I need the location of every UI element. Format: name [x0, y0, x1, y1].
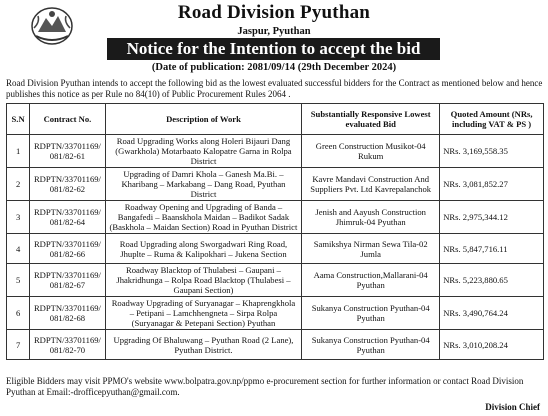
publication-date: (Date of publication: 2081/09/14 (29th December 2024) [151, 62, 397, 73]
cell-description: Roadway Blacktop of Thulabesi – Gaupani – Jhakridhunga – Rolpa Road Blacktop (Thulabesi – Gaupani Section) [105, 264, 301, 297]
table-row [7, 135, 544, 168]
cell-contract: RDPTN/33701169/ 081/82-67 [30, 264, 106, 297]
cell-bidder: Sukanya Construction Pyuthan-04 Pyuthan [302, 330, 440, 360]
table-row [7, 264, 544, 297]
office-address: Jaspur, Pyuthan [237, 26, 311, 37]
cell-description: Road Upgrading along Sworgadwari Ring Road, Jhuplte – Ruma & Kalipokhari – Jukena Section [105, 234, 301, 264]
cell-amount: NRs. 3,490,764.24 [440, 297, 544, 330]
cell-contract: RDPTN/33701169/ 081/82-64 [30, 201, 106, 234]
cell-contract: RDPTN/33701169/ 081/82-66 [30, 234, 106, 264]
cell-description: Upgrading Of Bhaluwang – Pyuthan Road (2 Lane), Pyuthan District. [105, 330, 301, 360]
table-row [7, 330, 544, 360]
bid-table [6, 103, 544, 360]
intro-paragraph: Road Division Pyuthan intends to accept the following bid as the lowest evaluated successful bidders for the Contract as mentioned below and hence publishes this notice as per Rule no 84(10) of Public Procurement Rules 2064 . [6, 78, 543, 99]
table-row [7, 168, 544, 201]
header-contract: Contract No. [30, 104, 106, 135]
cell-bidder: Aama Construction,Mallarani-04 Pyuthan [302, 264, 440, 297]
footer-note: Eligible Bidders may visit PPMO's website www.bolpatra.gov.np/ppmo e-procurement section for further information or contact Road Division Pyuthan at Email:-drofficepyuthan@gmail.com. [6, 376, 524, 397]
cell-description: Roadway Upgrading of Suryanagar – Khaprengkhola – Petipani – Lamchhengneta – Sirpa Rolpa (Suryanagar & Petepani Section) Pyuthan [105, 297, 301, 330]
cell-bidder: Kavre Mandavi Construction And Suppliers Pvt. Ltd Kavrepalanchok [302, 168, 440, 201]
cell-contract: RDPTN/33701169/ 081/82-61 [30, 135, 106, 168]
cell-description: Roadway Opening and Upgrading of Banda – Bangafedi – Baanskhola Maidan – Badikot Sadak (Baskhola – Maidan Section) Road in Pyuthan District [105, 201, 301, 234]
cell-amount: NRs. 5,847,716.11 [440, 234, 544, 264]
cell-description: Upgrading of Damri Khola – Ganesh Ma.Bi. – Kharibang – Markabang – Dang Road, Pyuthan District [105, 168, 301, 201]
signature-title: Division Chief [485, 402, 540, 412]
notice-banner: Notice for the Intention to accept the bid [107, 38, 440, 60]
cell-amount: NRs. 5,223,880.65 [440, 264, 544, 297]
office-title: Road Division Pyuthan [177, 2, 371, 23]
cell-sn: 1 [7, 135, 30, 168]
header-bidder: Substantially Responsive Lowest evaluated Bid [302, 104, 440, 135]
cell-sn: 3 [7, 201, 30, 234]
cell-bidder: Sukanya Construction Pyuthan-04 Pyuthan [302, 297, 440, 330]
header-description: Description of Work [105, 104, 301, 135]
cell-sn: 7 [7, 330, 30, 360]
cell-amount: NRs. 3,169,558.35 [440, 135, 544, 168]
cell-sn: 4 [7, 234, 30, 264]
table-row [7, 234, 544, 264]
cell-amount: NRs. 2,975,344.12 [440, 201, 544, 234]
cell-amount: NRs. 3,081,852.27 [440, 168, 544, 201]
table-row [7, 201, 544, 234]
cell-amount: NRs. 3,010,208.24 [440, 330, 544, 360]
cell-contract: RDPTN/33701169/ 081/82-62 [30, 168, 106, 201]
cell-contract: RDPTN/33701169/ 081/82-70 [30, 330, 106, 360]
cell-contract: RDPTN/33701169/ 081/82-68 [30, 297, 106, 330]
header-sn: S.N [7, 104, 30, 135]
cell-sn: 6 [7, 297, 30, 330]
table-header-row [7, 104, 544, 135]
cell-bidder: Samikshya Nirman Sewa Tila-02 Jumla [302, 234, 440, 264]
cell-bidder: Green Construction Musikot-04 Rukum [302, 135, 440, 168]
table-row [7, 297, 544, 330]
cell-bidder: Jenish and Aayush Construction Jhimruk-04 Pyuthan [302, 201, 440, 234]
cell-description: Road Upgrading Works along Holeri Bijauri Dang (Gwarkhola) Motarbaato Kalopatre Garna in Rolpa District [105, 135, 301, 168]
cell-sn: 2 [7, 168, 30, 201]
header-amount: Quoted Amount (NRs, including VAT & PS ) [440, 104, 544, 135]
cell-sn: 5 [7, 264, 30, 297]
